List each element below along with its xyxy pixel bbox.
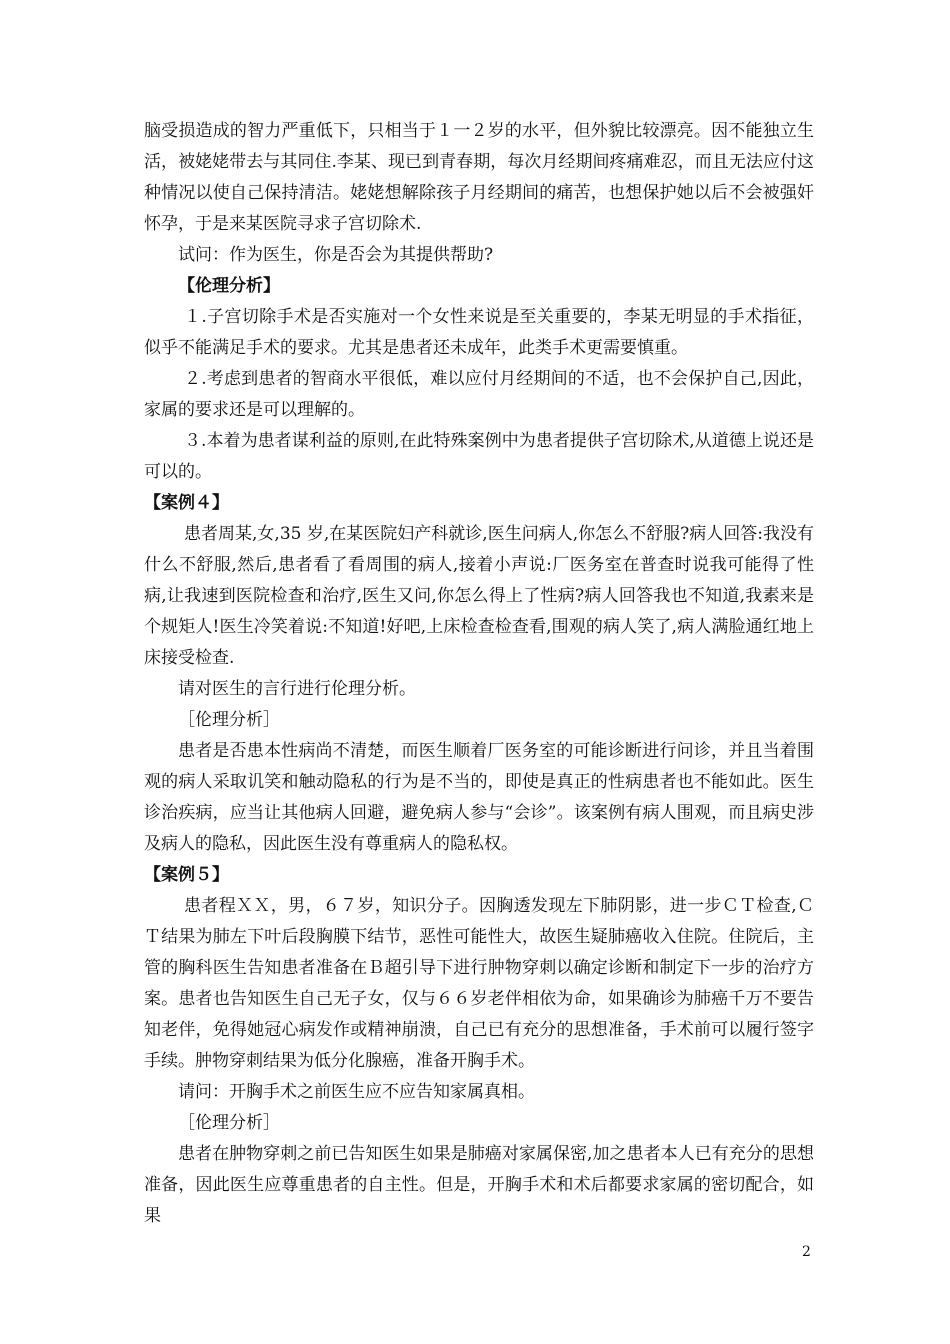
case-4-question: 请对医生的言行进行伦理分析。 [178,679,416,699]
analysis-point-2: ２.考虑到患者的智商水平很低，难以应付月经期间的不适，也不会保护自己,因此，家属的要求还是可以理解的。 [144,369,814,420]
case-5-analysis: 患者在肿物穿刺之前已告知医生如果是肺癌对家属保密,加之患者本人已有充分的思想准备，因此医生应尊重患者的自主性。但是，开胸手术和术后都要求家属的密切配合，如果 [144,1144,814,1226]
case-5-analysis-heading: ［伦理分析］ [178,1113,280,1133]
case-5-description: 患者程ＸＸ，男，６７岁，知识分子。因胸透发现左下肺阴影，进一步ＣＴ检查,ＣＴ结果为肺左下叶后段胸膜下结节，恶性可能性大，故医生疑肺癌收入住院。住院后，主管的胸科医生告知患者准备在Ｂ超引导下进行肿物穿刺以确定诊断和制定下一步的治疗方案。患者也告知医生自己无子女，仅与６６岁老伴相依为命，如果确诊为肺癌千万不要告知老伴，免得她冠心病发作或精神崩溃，自己已有充分的思想准备，手术前可以履行签字手续。肿物穿刺结果为低分化腺癌，准备开胸手术。 [144,896,814,1071]
case-3-question: 试问：作为医生，你是否会为其提供帮助? [178,245,494,265]
case-4-heading: 【案例４】 [144,493,229,513]
case-3-continuation-paragraph: 脑受损造成的智力严重低下，只相当于１一２岁的水平，但外貌比较漂亮。因不能独立生活，被姥姥带去与其同住.李某、现已到青春期，每次月经期间疼痛难忍，而且无法应付这种情况以使自己保持清洁。姥姥想解除孩子月经期间的痛苦，也想保护她以后不会被强奸怀孕，于是来某医院寻求子宫切除术. [144,121,814,234]
ethical-analysis-heading: 【伦理分析】 [178,276,280,296]
analysis-point-3: ３.本着为患者谋利益的原则,在此特殊案例中为患者提供子宫切除术,从道德上说还是可以的。 [144,431,814,482]
case-4-analysis-heading: ［伦理分析］ [178,710,280,730]
case-5-question: 请问：开胸手术之前医生应不应告知家属真相。 [178,1082,535,1102]
case-4-description: 患者周某,女,35 岁,在某医院妇产科就诊,医生问病人,你怎么不舒服?病人回答:我没有什么不舒服,然后,患者看了看周围的病人,接着小声说:厂医务室在普查时说我可能得了性病,让我速到医院检查和治疗,医生又问,你怎么得上了性病?病人回答我也不知道,我素来是个规矩人!医生冷笑着说:不知道!好吧,上床检查检查看,围观的病人笑了,病人满脸通红地上床接受检查. [144,524,814,668]
analysis-point-1: １.子宫切除手术是否实施对一个女性来说是至关重要的，李某无明显的手术指征，似乎不能满足手术的要求。尤其是患者还未成年，此类手术更需要慎重。 [144,307,814,358]
document-body [144,116,814,1232]
page-number: 2 [802,1244,811,1260]
case-4-analysis: 患者是否患本性病尚不清楚，而医生顺着厂医务室的可能诊断进行问诊，并且当着围观的病人采取讥笑和触动隐私的行为是不当的，即使是真正的性病患者也不能如此。医生诊治疾病，应当让其他病人回避，避免病人参与“会诊”。该案例有病人围观，而且病史涉及病人的隐私，因此医生没有尊重病人的隐私权。 [144,741,814,854]
case-5-heading: 【案例５】 [144,865,229,885]
